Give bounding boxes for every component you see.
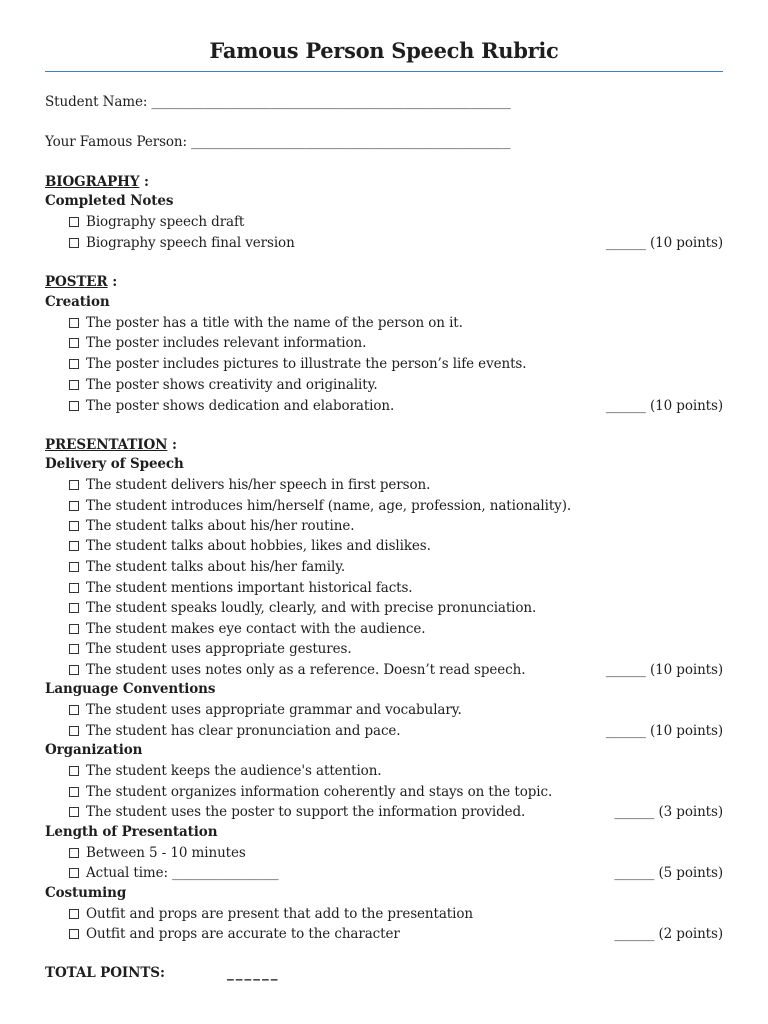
poster-heading	[45, 272, 723, 292]
checklist-item	[69, 700, 723, 720]
checklist-item-label: The student speaks loudly, clearly, and with precise pronunciation.	[86, 600, 537, 616]
checklist-item	[69, 782, 723, 802]
checklist-item	[69, 354, 723, 374]
presentation-heading-label: PRESENTATION	[45, 437, 168, 453]
student-name-field: Student Name: ______________________________________________________	[45, 94, 511, 110]
language-subheading: Language Conventions	[45, 681, 216, 697]
poster-heading-colon: :	[107, 274, 118, 290]
checklist-item-label: The poster shows dedication and elaboration.	[86, 398, 395, 414]
checkbox-icon[interactable]	[69, 541, 79, 551]
checkbox-icon[interactable]	[69, 726, 79, 736]
checklist-item-label: Outfit and props are accurate to the character	[86, 926, 400, 942]
checkbox-icon[interactable]	[69, 766, 79, 776]
biography-heading-colon: :	[139, 174, 149, 190]
checklist-item	[69, 313, 723, 333]
checklist-item-label: Between 5 - 10 minutes	[86, 845, 246, 861]
biography-heading	[45, 172, 723, 192]
checkbox-icon[interactable]	[69, 501, 79, 511]
checklist-item-label: Actual time: ________________	[86, 865, 279, 881]
presentation-heading-colon: :	[167, 437, 177, 453]
checklist-item-label: Outfit and props are present that add to the presentation	[86, 906, 473, 922]
checklist-item-label: The student uses appropriate gestures.	[86, 641, 352, 657]
checklist-item	[69, 761, 723, 781]
checklist-item	[69, 212, 723, 232]
organization-subheading: Organization	[45, 742, 143, 758]
checkbox-icon[interactable]	[69, 807, 79, 817]
presentation-heading	[45, 435, 723, 455]
total-points-label: TOTAL POINTS:	[45, 965, 165, 981]
checkbox-icon[interactable]	[69, 929, 79, 939]
checkbox-icon[interactable]	[69, 401, 79, 411]
checklist-item	[69, 557, 723, 577]
biography-score: ______ (10 points)	[605, 235, 723, 251]
checkbox-icon[interactable]	[69, 624, 79, 634]
completed-notes-subheading: Completed Notes	[45, 193, 174, 209]
checklist-item	[69, 843, 723, 863]
costuming-subheading: Costuming	[45, 885, 127, 901]
checklist-item	[69, 660, 723, 680]
checkbox-icon[interactable]	[69, 909, 79, 919]
total-points-blank: ______	[227, 965, 280, 981]
checklist-item	[69, 375, 723, 395]
checkbox-icon[interactable]	[69, 359, 79, 369]
checklist-item-label: Biography speech draft	[86, 214, 245, 230]
checkbox-icon[interactable]	[69, 521, 79, 531]
checklist-item-label: The student makes eye contact with the audience.	[86, 621, 426, 637]
checklist-item-label: The poster shows creativity and originality.	[86, 377, 378, 393]
checklist-item-label: The student uses appropriate grammar and vocabulary.	[86, 702, 462, 718]
checklist-item-label: The poster includes pictures to illustrate the person’s life events.	[86, 356, 527, 372]
checklist-item	[69, 536, 723, 556]
title-divider	[45, 71, 723, 72]
checklist-item-label: The poster includes relevant information.	[86, 335, 367, 351]
checkbox-icon[interactable]	[69, 318, 79, 328]
checkbox-icon[interactable]	[69, 848, 79, 858]
checklist-item-label: The student mentions important historical facts.	[86, 580, 413, 596]
checkbox-icon[interactable]	[69, 338, 79, 348]
checklist-item	[69, 598, 723, 618]
checkbox-icon[interactable]	[69, 644, 79, 654]
checkbox-icon[interactable]	[69, 583, 79, 593]
checklist-item-label: Biography speech final version	[86, 235, 295, 251]
famous-person-field: Your Famous Person: ________________________________________________	[45, 134, 511, 150]
checklist-item	[69, 333, 723, 353]
checklist-item-label: The student keeps the audience's attention.	[86, 763, 382, 779]
creation-subheading: Creation	[45, 294, 110, 310]
checklist-item	[69, 619, 723, 639]
checklist-item-label: The student talks about his/her family.	[86, 559, 346, 575]
checklist-item	[69, 396, 723, 416]
checklist-item	[69, 475, 723, 495]
checklist-item	[69, 233, 723, 253]
delivery-score: ______ (10 points)	[605, 662, 723, 678]
checklist-item	[69, 516, 723, 536]
checklist-item	[69, 863, 723, 883]
checkbox-icon[interactable]	[69, 603, 79, 613]
length-score: ______ (5 points)	[614, 865, 723, 881]
language-score: ______ (10 points)	[605, 723, 723, 739]
checklist-item-label: The student talks about his/her routine.	[86, 518, 355, 534]
checklist-item-label: The student uses the poster to support the information provided.	[86, 804, 526, 820]
page-title: Famous Person Speech Rubric	[209, 38, 559, 63]
checklist-item-label: The student organizes information coherently and stays on the topic.	[86, 784, 553, 800]
checklist-item	[69, 639, 723, 659]
checklist-item-label: The student talks about hobbies, likes and dislikes.	[86, 538, 431, 554]
checklist-item	[69, 904, 723, 924]
checklist-item	[69, 578, 723, 598]
poster-score: ______ (10 points)	[605, 398, 723, 414]
checklist-item-label: The student has clear pronunciation and pace.	[86, 723, 401, 739]
checklist-item-label: The poster has a title with the name of the person on it.	[86, 315, 463, 331]
length-subheading: Length of Presentation	[45, 824, 218, 840]
checkbox-icon[interactable]	[69, 787, 79, 797]
checkbox-icon[interactable]	[69, 705, 79, 715]
checkbox-icon[interactable]	[69, 480, 79, 490]
checkbox-icon[interactable]	[69, 562, 79, 572]
poster-heading-label: POSTER	[45, 274, 108, 290]
biography-heading-label: BIOGRAPHY	[45, 174, 140, 190]
checkbox-icon[interactable]	[69, 380, 79, 390]
total-points	[45, 963, 723, 983]
checklist-item	[69, 721, 723, 741]
checkbox-icon[interactable]	[69, 868, 79, 878]
checklist-item-label: The student delivers his/her speech in first person.	[86, 477, 431, 493]
checkbox-icon[interactable]	[69, 238, 79, 248]
delivery-subheading: Delivery of Speech	[45, 456, 184, 472]
checklist-item	[69, 924, 723, 944]
costuming-score: ______ (2 points)	[614, 926, 723, 942]
checklist-item	[69, 802, 723, 822]
checkbox-icon[interactable]	[69, 217, 79, 227]
checklist-item	[69, 496, 723, 516]
checklist-item-label: The student introduces him/herself (name, age, profession, nationality).	[86, 498, 572, 514]
checklist-item-label: The student uses notes only as a reference. Doesn’t read speech.	[86, 662, 526, 678]
organization-score: ______ (3 points)	[614, 804, 723, 820]
checkbox-icon[interactable]	[69, 665, 79, 675]
